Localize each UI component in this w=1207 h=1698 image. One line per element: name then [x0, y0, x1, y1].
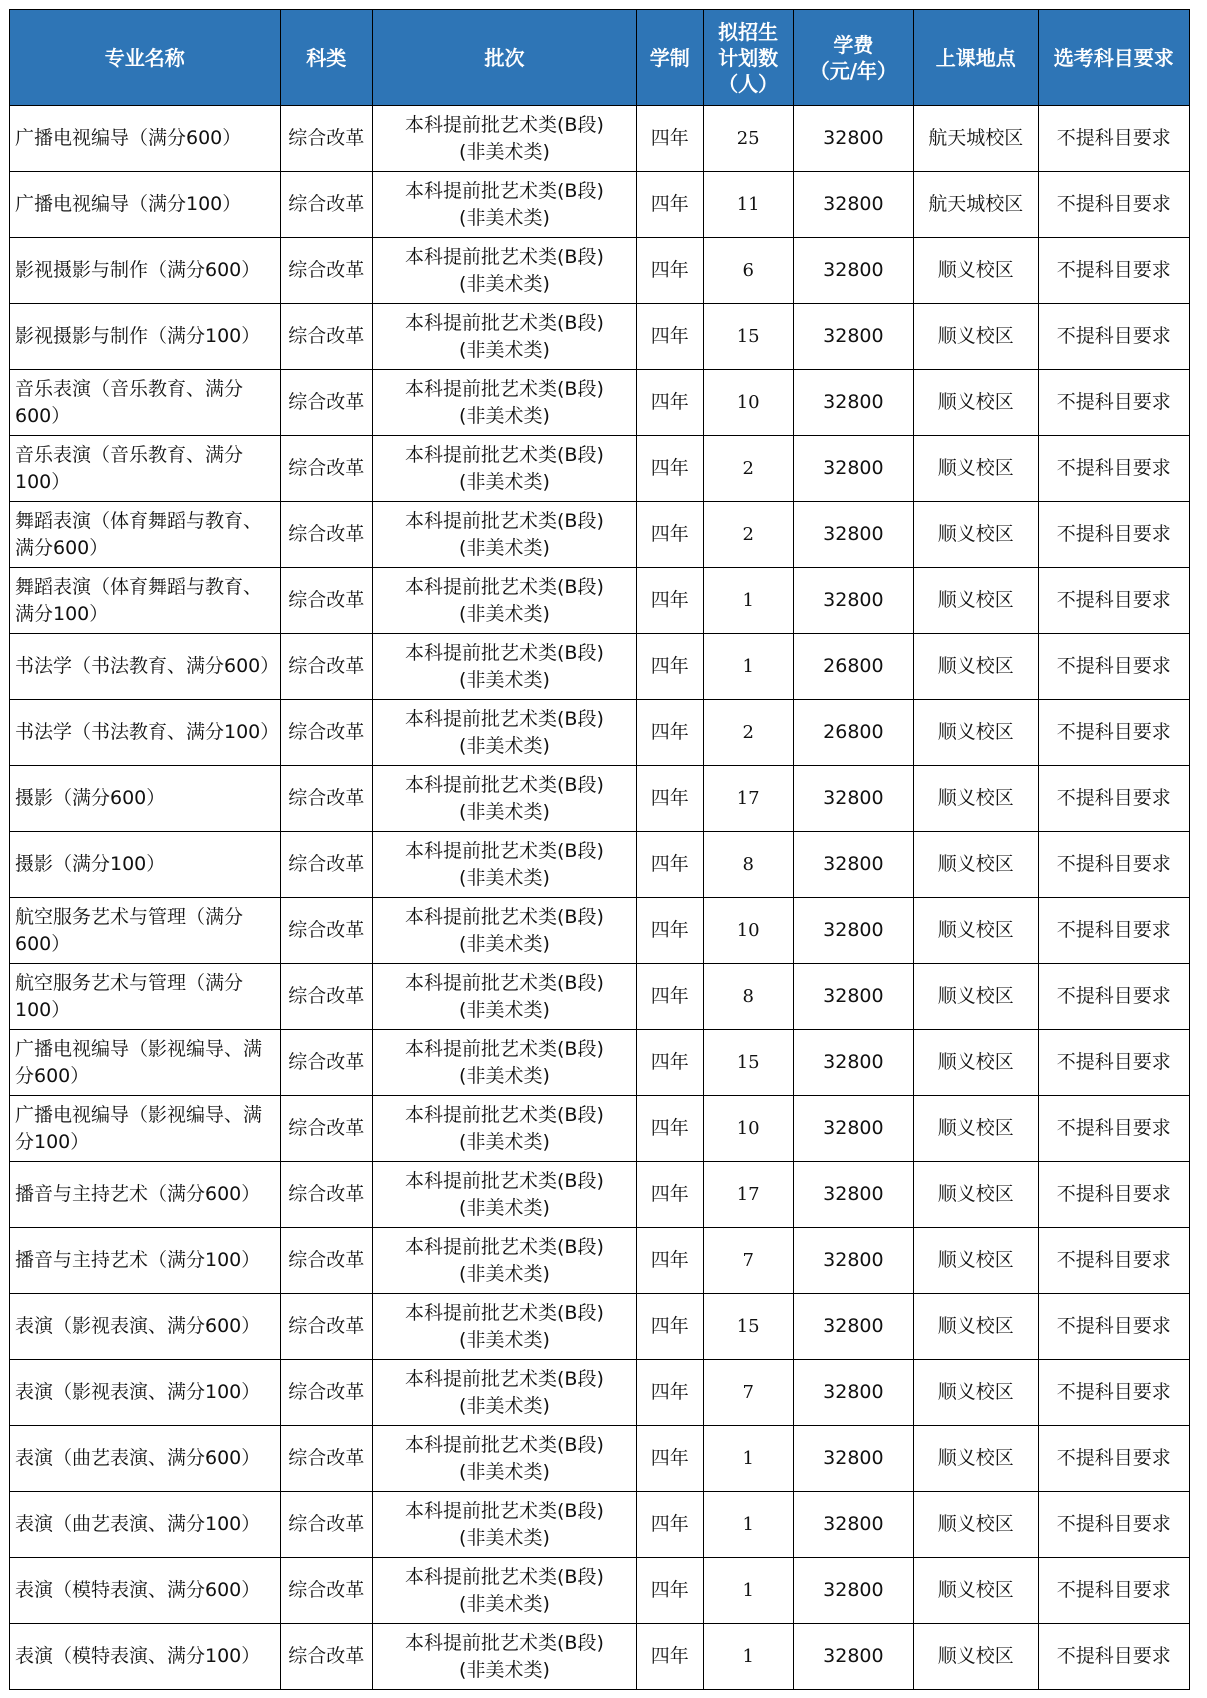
- cell-campus: 顺义校区: [914, 1030, 1039, 1096]
- cell-subject-req: 不提科目要求: [1038, 1096, 1189, 1162]
- table-row: [10, 1426, 1190, 1492]
- cell-plan: 2: [703, 700, 793, 766]
- cell-campus: 顺义校区: [914, 1294, 1039, 1360]
- header-duration: 学制: [637, 10, 704, 106]
- cell-plan: 7: [703, 1360, 793, 1426]
- cell-campus: 顺义校区: [914, 964, 1039, 1030]
- cell-subject-req: 不提科目要求: [1038, 1558, 1189, 1624]
- cell-campus: 顺义校区: [914, 1558, 1039, 1624]
- cell-category: 综合改革: [280, 172, 372, 238]
- cell-batch: 本科提前批艺术类(B段) (非美术类): [372, 1294, 636, 1360]
- cell-campus: 航天城校区: [914, 106, 1039, 172]
- cell-plan: 8: [703, 964, 793, 1030]
- cell-tuition: 32800: [793, 568, 913, 634]
- cell-tuition: 26800: [793, 700, 913, 766]
- cell-subject-req: 不提科目要求: [1038, 370, 1189, 436]
- table-row: [10, 172, 1190, 238]
- cell-duration: 四年: [637, 568, 704, 634]
- cell-tuition: 32800: [793, 1426, 913, 1492]
- cell-campus: 顺义校区: [914, 304, 1039, 370]
- table-row: [10, 1096, 1190, 1162]
- cell-major: 音乐表演（音乐教育、满分600）: [10, 370, 281, 436]
- cell-major: 舞蹈表演（体育舞蹈与教育、满分600）: [10, 502, 281, 568]
- cell-subject-req: 不提科目要求: [1038, 238, 1189, 304]
- cell-duration: 四年: [637, 238, 704, 304]
- cell-major: 摄影（满分100）: [10, 832, 281, 898]
- header-campus: 上课地点: [914, 10, 1039, 106]
- cell-batch: 本科提前批艺术类(B段) (非美术类): [372, 634, 636, 700]
- cell-tuition: 32800: [793, 1030, 913, 1096]
- cell-major: 航空服务艺术与管理（满分600）: [10, 898, 281, 964]
- cell-plan: 25: [703, 106, 793, 172]
- table-row: [10, 106, 1190, 172]
- cell-duration: 四年: [637, 1360, 704, 1426]
- cell-tuition: 32800: [793, 1624, 913, 1690]
- cell-batch: 本科提前批艺术类(B段) (非美术类): [372, 832, 636, 898]
- table-row: [10, 370, 1190, 436]
- cell-batch: 本科提前批艺术类(B段) (非美术类): [372, 964, 636, 1030]
- cell-subject-req: 不提科目要求: [1038, 436, 1189, 502]
- cell-plan: 1: [703, 1492, 793, 1558]
- cell-category: 综合改革: [280, 106, 372, 172]
- table-row: [10, 1492, 1190, 1558]
- table-row: [10, 1030, 1190, 1096]
- cell-tuition: 32800: [793, 238, 913, 304]
- cell-batch: 本科提前批艺术类(B段) (非美术类): [372, 1624, 636, 1690]
- table-row: [10, 502, 1190, 568]
- table-row: [10, 964, 1190, 1030]
- cell-category: 综合改革: [280, 1096, 372, 1162]
- cell-subject-req: 不提科目要求: [1038, 1624, 1189, 1690]
- cell-batch: 本科提前批艺术类(B段) (非美术类): [372, 304, 636, 370]
- table-row: [10, 1228, 1190, 1294]
- cell-category: 综合改革: [280, 964, 372, 1030]
- cell-plan: 8: [703, 832, 793, 898]
- cell-major: 表演（模特表演、满分100）: [10, 1624, 281, 1690]
- cell-category: 综合改革: [280, 436, 372, 502]
- cell-plan: 1: [703, 1558, 793, 1624]
- cell-batch: 本科提前批艺术类(B段) (非美术类): [372, 106, 636, 172]
- cell-duration: 四年: [637, 436, 704, 502]
- cell-campus: 顺义校区: [914, 1360, 1039, 1426]
- cell-category: 综合改革: [280, 304, 372, 370]
- cell-campus: 顺义校区: [914, 1228, 1039, 1294]
- table-row: [10, 700, 1190, 766]
- cell-subject-req: 不提科目要求: [1038, 964, 1189, 1030]
- cell-subject-req: 不提科目要求: [1038, 172, 1189, 238]
- cell-duration: 四年: [637, 964, 704, 1030]
- cell-plan: 1: [703, 1624, 793, 1690]
- header-subject-req: 选考科目要求: [1038, 10, 1189, 106]
- cell-batch: 本科提前批艺术类(B段) (非美术类): [372, 1360, 636, 1426]
- cell-tuition: 32800: [793, 502, 913, 568]
- cell-category: 综合改革: [280, 238, 372, 304]
- cell-tuition: 32800: [793, 1096, 913, 1162]
- cell-major: 影视摄影与制作（满分100）: [10, 304, 281, 370]
- cell-duration: 四年: [637, 1096, 704, 1162]
- cell-major: 表演（影视表演、满分100）: [10, 1360, 281, 1426]
- cell-major: 广播电视编导（影视编导、满分600）: [10, 1030, 281, 1096]
- header-plan: 拟招生 计划数 （人）: [703, 10, 793, 106]
- cell-category: 综合改革: [280, 1294, 372, 1360]
- table-row: [10, 304, 1190, 370]
- cell-tuition: 32800: [793, 964, 913, 1030]
- table-row: [10, 1294, 1190, 1360]
- header-batch: 批次: [372, 10, 636, 106]
- cell-duration: 四年: [637, 700, 704, 766]
- cell-batch: 本科提前批艺术类(B段) (非美术类): [372, 1162, 636, 1228]
- cell-batch: 本科提前批艺术类(B段) (非美术类): [372, 172, 636, 238]
- cell-tuition: 32800: [793, 1228, 913, 1294]
- table-row: [10, 238, 1190, 304]
- table-row: [10, 634, 1190, 700]
- cell-subject-req: 不提科目要求: [1038, 1492, 1189, 1558]
- cell-plan: 1: [703, 1426, 793, 1492]
- cell-campus: 顺义校区: [914, 502, 1039, 568]
- cell-category: 综合改革: [280, 766, 372, 832]
- cell-category: 综合改革: [280, 502, 372, 568]
- cell-duration: 四年: [637, 370, 704, 436]
- table-row: [10, 436, 1190, 502]
- cell-tuition: 32800: [793, 1558, 913, 1624]
- cell-plan: 17: [703, 766, 793, 832]
- cell-duration: 四年: [637, 304, 704, 370]
- header-category: 科类: [280, 10, 372, 106]
- cell-category: 综合改革: [280, 634, 372, 700]
- cell-duration: 四年: [637, 832, 704, 898]
- cell-campus: 顺义校区: [914, 766, 1039, 832]
- cell-duration: 四年: [637, 502, 704, 568]
- table-row: [10, 766, 1190, 832]
- cell-subject-req: 不提科目要求: [1038, 898, 1189, 964]
- cell-campus: 航天城校区: [914, 172, 1039, 238]
- cell-major: 广播电视编导（满分600）: [10, 106, 281, 172]
- cell-batch: 本科提前批艺术类(B段) (非美术类): [372, 1492, 636, 1558]
- table-row: [10, 1558, 1190, 1624]
- cell-duration: 四年: [637, 1162, 704, 1228]
- cell-tuition: 32800: [793, 898, 913, 964]
- cell-plan: 10: [703, 1096, 793, 1162]
- table-body: [10, 106, 1190, 1690]
- cell-tuition: 32800: [793, 370, 913, 436]
- cell-category: 综合改革: [280, 1624, 372, 1690]
- cell-plan: 15: [703, 304, 793, 370]
- cell-duration: 四年: [637, 1558, 704, 1624]
- cell-batch: 本科提前批艺术类(B段) (非美术类): [372, 238, 636, 304]
- cell-category: 综合改革: [280, 1030, 372, 1096]
- cell-batch: 本科提前批艺术类(B段) (非美术类): [372, 1228, 636, 1294]
- cell-subject-req: 不提科目要求: [1038, 1030, 1189, 1096]
- cell-tuition: 32800: [793, 766, 913, 832]
- cell-major: 表演（模特表演、满分600）: [10, 1558, 281, 1624]
- cell-major: 表演（影视表演、满分600）: [10, 1294, 281, 1360]
- cell-major: 广播电视编导（影视编导、满分100）: [10, 1096, 281, 1162]
- cell-batch: 本科提前批艺术类(B段) (非美术类): [372, 370, 636, 436]
- cell-campus: 顺义校区: [914, 1492, 1039, 1558]
- cell-plan: 7: [703, 1228, 793, 1294]
- cell-batch: 本科提前批艺术类(B段) (非美术类): [372, 568, 636, 634]
- cell-category: 综合改革: [280, 1360, 372, 1426]
- cell-subject-req: 不提科目要求: [1038, 106, 1189, 172]
- cell-subject-req: 不提科目要求: [1038, 1294, 1189, 1360]
- cell-major: 表演（曲艺表演、满分100）: [10, 1492, 281, 1558]
- cell-plan: 2: [703, 436, 793, 502]
- cell-subject-req: 不提科目要求: [1038, 304, 1189, 370]
- cell-category: 综合改革: [280, 1228, 372, 1294]
- cell-plan: 15: [703, 1030, 793, 1096]
- cell-duration: 四年: [637, 1624, 704, 1690]
- cell-campus: 顺义校区: [914, 436, 1039, 502]
- cell-duration: 四年: [637, 1228, 704, 1294]
- cell-duration: 四年: [637, 1294, 704, 1360]
- cell-batch: 本科提前批艺术类(B段) (非美术类): [372, 1096, 636, 1162]
- cell-campus: 顺义校区: [914, 370, 1039, 436]
- cell-major: 播音与主持艺术（满分100）: [10, 1228, 281, 1294]
- cell-subject-req: 不提科目要求: [1038, 634, 1189, 700]
- cell-duration: 四年: [637, 634, 704, 700]
- cell-batch: 本科提前批艺术类(B段) (非美术类): [372, 502, 636, 568]
- cell-plan: 1: [703, 634, 793, 700]
- enrollment-plan-table: [9, 9, 1190, 1690]
- cell-subject-req: 不提科目要求: [1038, 1162, 1189, 1228]
- cell-tuition: 32800: [793, 1294, 913, 1360]
- cell-batch: 本科提前批艺术类(B段) (非美术类): [372, 436, 636, 502]
- cell-category: 综合改革: [280, 1492, 372, 1558]
- cell-plan: 6: [703, 238, 793, 304]
- cell-subject-req: 不提科目要求: [1038, 832, 1189, 898]
- table-row: [10, 568, 1190, 634]
- cell-plan: 15: [703, 1294, 793, 1360]
- cell-batch: 本科提前批艺术类(B段) (非美术类): [372, 1030, 636, 1096]
- cell-plan: 10: [703, 898, 793, 964]
- cell-category: 综合改革: [280, 370, 372, 436]
- cell-category: 综合改革: [280, 1426, 372, 1492]
- cell-campus: 顺义校区: [914, 1162, 1039, 1228]
- cell-major: 书法学（书法教育、满分100）: [10, 700, 281, 766]
- cell-campus: 顺义校区: [914, 898, 1039, 964]
- table-header: [10, 10, 1190, 106]
- cell-tuition: 32800: [793, 1492, 913, 1558]
- cell-category: 综合改革: [280, 1162, 372, 1228]
- cell-tuition: 32800: [793, 1360, 913, 1426]
- cell-campus: 顺义校区: [914, 1624, 1039, 1690]
- cell-major: 摄影（满分600）: [10, 766, 281, 832]
- cell-plan: 10: [703, 370, 793, 436]
- cell-major: 播音与主持艺术（满分600）: [10, 1162, 281, 1228]
- cell-duration: 四年: [637, 172, 704, 238]
- cell-plan: 1: [703, 568, 793, 634]
- cell-campus: 顺义校区: [914, 238, 1039, 304]
- cell-plan: 2: [703, 502, 793, 568]
- cell-batch: 本科提前批艺术类(B段) (非美术类): [372, 1426, 636, 1492]
- cell-batch: 本科提前批艺术类(B段) (非美术类): [372, 766, 636, 832]
- cell-campus: 顺义校区: [914, 700, 1039, 766]
- cell-tuition: 26800: [793, 634, 913, 700]
- cell-major: 舞蹈表演（体育舞蹈与教育、满分100）: [10, 568, 281, 634]
- cell-duration: 四年: [637, 106, 704, 172]
- cell-category: 综合改革: [280, 700, 372, 766]
- cell-subject-req: 不提科目要求: [1038, 1426, 1189, 1492]
- cell-major: 广播电视编导（满分100）: [10, 172, 281, 238]
- table-row: [10, 1624, 1190, 1690]
- cell-major: 影视摄影与制作（满分600）: [10, 238, 281, 304]
- cell-subject-req: 不提科目要求: [1038, 700, 1189, 766]
- table-row: [10, 832, 1190, 898]
- table-row: [10, 898, 1190, 964]
- cell-batch: 本科提前批艺术类(B段) (非美术类): [372, 700, 636, 766]
- cell-duration: 四年: [637, 1030, 704, 1096]
- cell-subject-req: 不提科目要求: [1038, 502, 1189, 568]
- cell-tuition: 32800: [793, 436, 913, 502]
- cell-plan: 11: [703, 172, 793, 238]
- cell-subject-req: 不提科目要求: [1038, 568, 1189, 634]
- header-major: 专业名称: [10, 10, 281, 106]
- cell-major: 航空服务艺术与管理（满分100）: [10, 964, 281, 1030]
- header-tuition: 学费 （元/年）: [793, 10, 913, 106]
- cell-campus: 顺义校区: [914, 634, 1039, 700]
- cell-category: 综合改革: [280, 832, 372, 898]
- cell-duration: 四年: [637, 898, 704, 964]
- cell-campus: 顺义校区: [914, 1096, 1039, 1162]
- cell-major: 书法学（书法教育、满分600）: [10, 634, 281, 700]
- cell-campus: 顺义校区: [914, 1426, 1039, 1492]
- cell-category: 综合改革: [280, 568, 372, 634]
- cell-batch: 本科提前批艺术类(B段) (非美术类): [372, 898, 636, 964]
- cell-duration: 四年: [637, 1492, 704, 1558]
- cell-tuition: 32800: [793, 172, 913, 238]
- cell-plan: 17: [703, 1162, 793, 1228]
- cell-tuition: 32800: [793, 1162, 913, 1228]
- cell-major: 表演（曲艺表演、满分600）: [10, 1426, 281, 1492]
- table-row: [10, 1162, 1190, 1228]
- header-row: [10, 10, 1190, 106]
- table-row: [10, 1360, 1190, 1426]
- cell-tuition: 32800: [793, 304, 913, 370]
- cell-major: 音乐表演（音乐教育、满分100）: [10, 436, 281, 502]
- cell-category: 综合改革: [280, 1558, 372, 1624]
- cell-campus: 顺义校区: [914, 832, 1039, 898]
- cell-duration: 四年: [637, 766, 704, 832]
- cell-subject-req: 不提科目要求: [1038, 1228, 1189, 1294]
- cell-tuition: 32800: [793, 832, 913, 898]
- cell-tuition: 32800: [793, 106, 913, 172]
- cell-batch: 本科提前批艺术类(B段) (非美术类): [372, 1558, 636, 1624]
- cell-duration: 四年: [637, 1426, 704, 1492]
- cell-subject-req: 不提科目要求: [1038, 1360, 1189, 1426]
- cell-subject-req: 不提科目要求: [1038, 766, 1189, 832]
- cell-category: 综合改革: [280, 898, 372, 964]
- cell-campus: 顺义校区: [914, 568, 1039, 634]
